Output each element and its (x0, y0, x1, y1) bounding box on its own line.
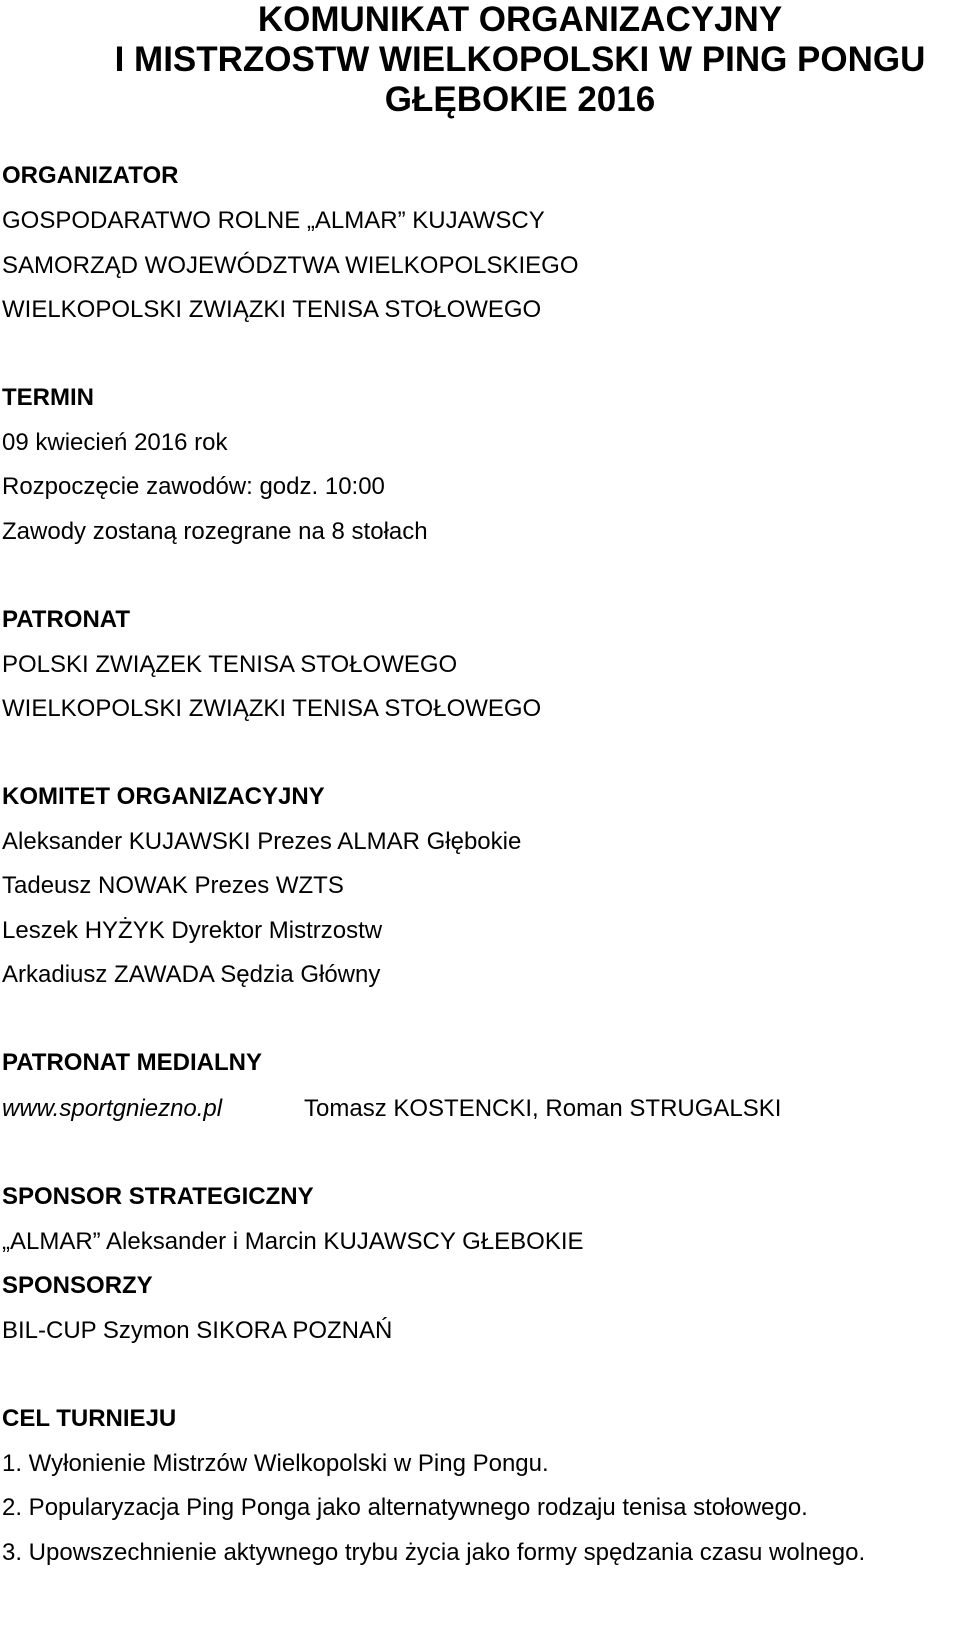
organizator-line: SAMORZĄD WOJEWÓDZTWA WIELKOPOLSKIEGO (2, 252, 579, 279)
cel-item: 3. Upowszechnienie aktywnego trybu życia jako formy spędzania czasu wolnego. (2, 1539, 866, 1566)
patronat-medialny-heading: PATRONAT MEDIALNY (2, 1049, 262, 1076)
termin-line: Rozpoczęcie zawodów: godz. 10:00 (2, 473, 385, 500)
komitet-heading: KOMITET ORGANIZACYJNY (2, 783, 325, 810)
komitet-member: Tadeusz NOWAK Prezes WZTS (2, 872, 344, 899)
media-website-link[interactable]: www.sportgniezno.pl (2, 1095, 223, 1122)
termin-line: 09 kwiecień 2016 rok (2, 429, 228, 456)
cel-item: 2. Popularyzacja Ping Ponga jako alternatywnego rodzaju tenisa stołowego. (2, 1494, 808, 1521)
sponsor-strategiczny-heading: SPONSOR STRATEGICZNY (2, 1183, 314, 1210)
title-line-3: GŁĘBOKIE 2016 (384, 80, 656, 119)
termin-heading: TERMIN (2, 384, 94, 411)
organizator-heading: ORGANIZATOR (2, 162, 179, 189)
cel-heading: CEL TURNIEJU (2, 1405, 177, 1432)
patronat-heading: PATRONAT (2, 606, 130, 633)
komitet-member: Aleksander KUJAWSKI Prezes ALMAR Głębokie (2, 828, 522, 855)
patronat-line: POLSKI ZWIĄZEK TENISA STOŁOWEGO (2, 651, 458, 678)
sponsor-strategiczny-line: „ALMAR” Aleksander i Marcin KUJAWSCY GŁEBOKIE (2, 1228, 584, 1255)
cel-item: 1. Wyłonienie Mistrzów Wielkopolski w Ping Pongu. (2, 1450, 549, 1477)
title-line-1: KOMUNIKAT ORGANIZACYJNY (257, 0, 783, 39)
komitet-member: Leszek HYŻYK Dyrektor Mistrzostw (2, 917, 383, 944)
komitet-member: Arkadiusz ZAWADA Sędzia Główny (2, 961, 381, 988)
termin-line: Zawody zostaną rozegrane na 8 stołach (2, 518, 428, 545)
media-people: Tomasz KOSTENCKI, Roman STRUGALSKI (304, 1095, 782, 1122)
sponsorzy-heading: SPONSORZY (2, 1272, 153, 1299)
patronat-line: WIELKOPOLSKI ZWIĄZKI TENISA STOŁOWEGO (2, 695, 542, 722)
organizator-line: WIELKOPOLSKI ZWIĄZKI TENISA STOŁOWEGO (2, 296, 542, 323)
sponsorzy-line: BIL-CUP Szymon SIKORA POZNAŃ (2, 1317, 393, 1344)
title-line-2: I MISTRZOSTW WIELKOPOLSKI W PING PONGU (114, 40, 926, 79)
organizator-line: GOSPODARATWO ROLNE „ALMAR” KUJAWSCY (2, 207, 545, 234)
